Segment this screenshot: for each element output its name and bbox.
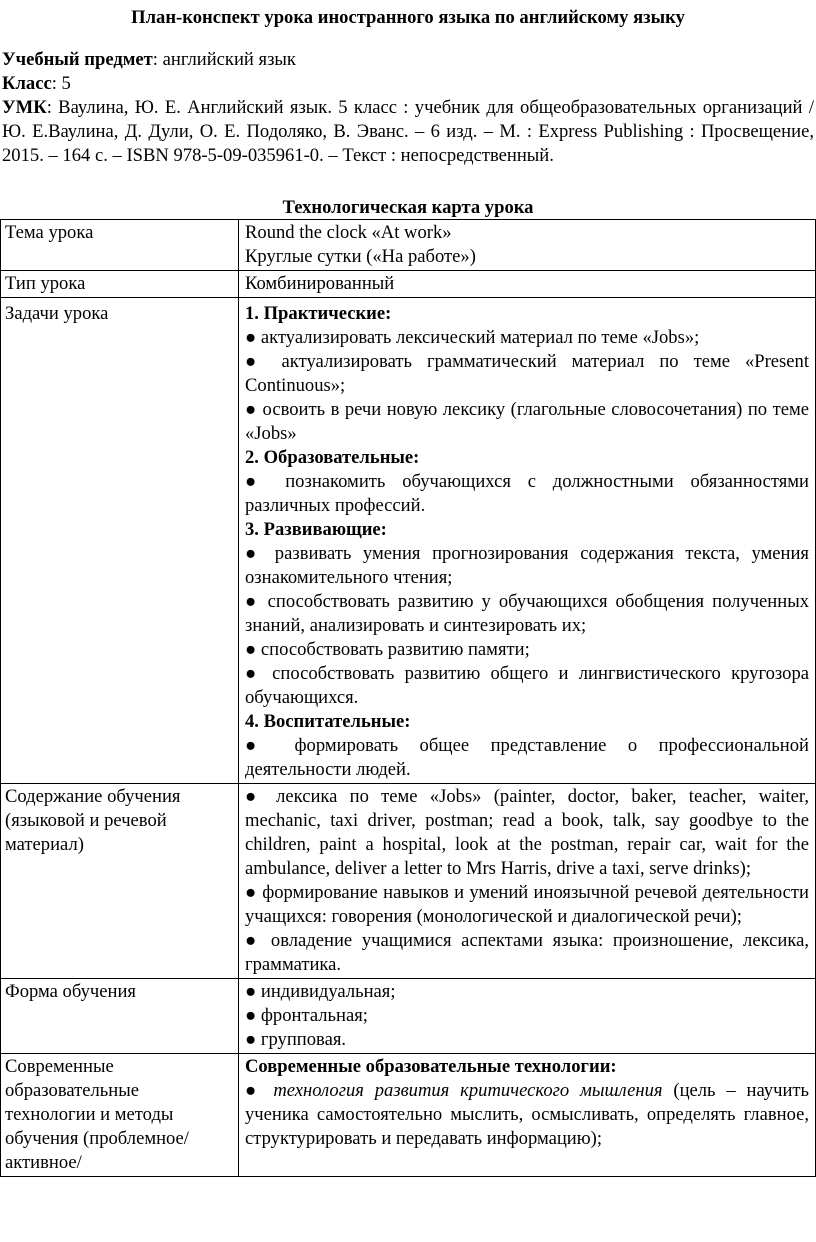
table-row <box>1 784 816 979</box>
list-item: ● групповая. <box>245 1029 347 1050</box>
row-value-form <box>239 979 816 1054</box>
row-value-type: Комбинированный <box>239 271 816 298</box>
subject-label: Учебный предмет <box>2 49 153 70</box>
row-label-type: Тип урока <box>1 271 239 298</box>
row-label-content: Содержание обучения (языковой и речевой материал) <box>1 784 239 979</box>
umk-value: : Ваулина, Ю. Е. Английский язык. 5 класс : учебник для общеобразовательных организаций / Ю. Е.Ваулина, Д. Дули, О. Е. Подоляко, В. Эванс. – 6 изд. – М. : Express Publishing : Просвещение, 2015. – 164 с. – ISBN 978-5-09-035961-0. – Текст : непосредственный. <box>2 97 814 166</box>
list-item: ● формирование навыков и умений иноязычной речевой деятельности учащихся: говорения (монологической и диалогической речи); <box>245 882 809 927</box>
table-row <box>1 220 816 271</box>
table-caption: Технологическая карта урока <box>282 197 534 218</box>
row-value-content <box>239 784 816 979</box>
tech-name: технология развития критического мышления <box>273 1080 663 1101</box>
list-item: ● овладение учащимися аспектами языка: произношение, лексика, грамматика. <box>245 930 809 975</box>
row-label-tasks: Задачи урока <box>1 298 239 784</box>
table-row <box>1 298 816 784</box>
list-item: ● развивать умения прогнозирования содержания текста, умения ознакомительного чтения; <box>245 543 809 588</box>
section-heading: Современные образовательные технологии: <box>245 1056 617 1077</box>
list-item: ● формировать общее представление о профессиональной деятельности людей. <box>245 735 809 780</box>
list-item: ● лексика по теме «Jobs» (painter, doctor, baker, teacher, waiter, mechanic, taxi driver, postman; read a book, talk, say goodbye to the children, paint a hospital, look at the postman, repair car, wait for the ambulance, deliver a letter to Mrs Harris, drive a taxi, serve drinks); <box>245 786 809 879</box>
class-label: Класс <box>2 73 52 94</box>
list-item: ● способствовать развитию общего и лингвистического кругозора обучающихся. <box>245 663 809 708</box>
section-heading: 2. Образовательные: <box>245 447 420 468</box>
table-row <box>1 979 816 1054</box>
list-item: ● индивидуальная; <box>245 981 396 1002</box>
subject-line <box>0 48 816 72</box>
umk-line <box>0 96 816 168</box>
row-label-topic: Тема урока <box>1 220 239 271</box>
list-item <box>245 1079 809 1151</box>
section-heading: 1. Практические: <box>245 303 392 324</box>
topic-line-1: Round the clock «At work» <box>245 222 452 243</box>
row-value-tech <box>239 1054 816 1177</box>
page-title: План-конспект урока иностранного языка по английскому языку <box>131 7 685 28</box>
row-label-tech: Современные образовательные технологии и методы обучения (проблемное/активное/ <box>1 1054 239 1177</box>
row-value-tasks <box>239 298 816 784</box>
list-item: ● фронтальная; <box>245 1005 368 1026</box>
list-item: ● актуализировать лексический материал по теме «Jobs»; <box>245 327 700 348</box>
topic-line-2: Круглые сутки («На работе») <box>245 246 476 267</box>
row-label-form: Форма обучения <box>1 979 239 1054</box>
lesson-meta <box>0 48 816 168</box>
section-heading: 4. Воспитательные: <box>245 711 411 732</box>
list-item: ● способствовать развитию у обучающихся обобщения полученных знаний, анализировать и синтезировать их; <box>245 591 809 636</box>
bullet: ● <box>245 1080 274 1101</box>
umk-label: УМК <box>2 97 47 118</box>
row-value-topic <box>239 220 816 271</box>
list-item: ● познакомить обучающихся с должностными обязанностями различных профессий. <box>245 471 809 516</box>
section-heading: 3. Развивающие: <box>245 519 387 540</box>
list-item: ● способствовать развитию памяти; <box>245 639 530 660</box>
list-item: ● освоить в речи новую лексику (глагольные словосочетания) по теме «Jobs» <box>245 399 809 444</box>
table-row <box>1 1054 816 1177</box>
list-item: ● актуализировать грамматический материал по теме «Present Continuous»; <box>245 351 809 396</box>
lesson-map-table <box>0 219 816 1177</box>
tech-description: (цель – научить ученика самостоятельно мыслить, осмысливать, определять главное, структурировать и передавать информацию); <box>245 1080 810 1149</box>
subject-value: : английский язык <box>152 49 296 70</box>
class-line <box>0 72 816 96</box>
class-value: : 5 <box>51 73 71 94</box>
table-row <box>1 271 816 298</box>
